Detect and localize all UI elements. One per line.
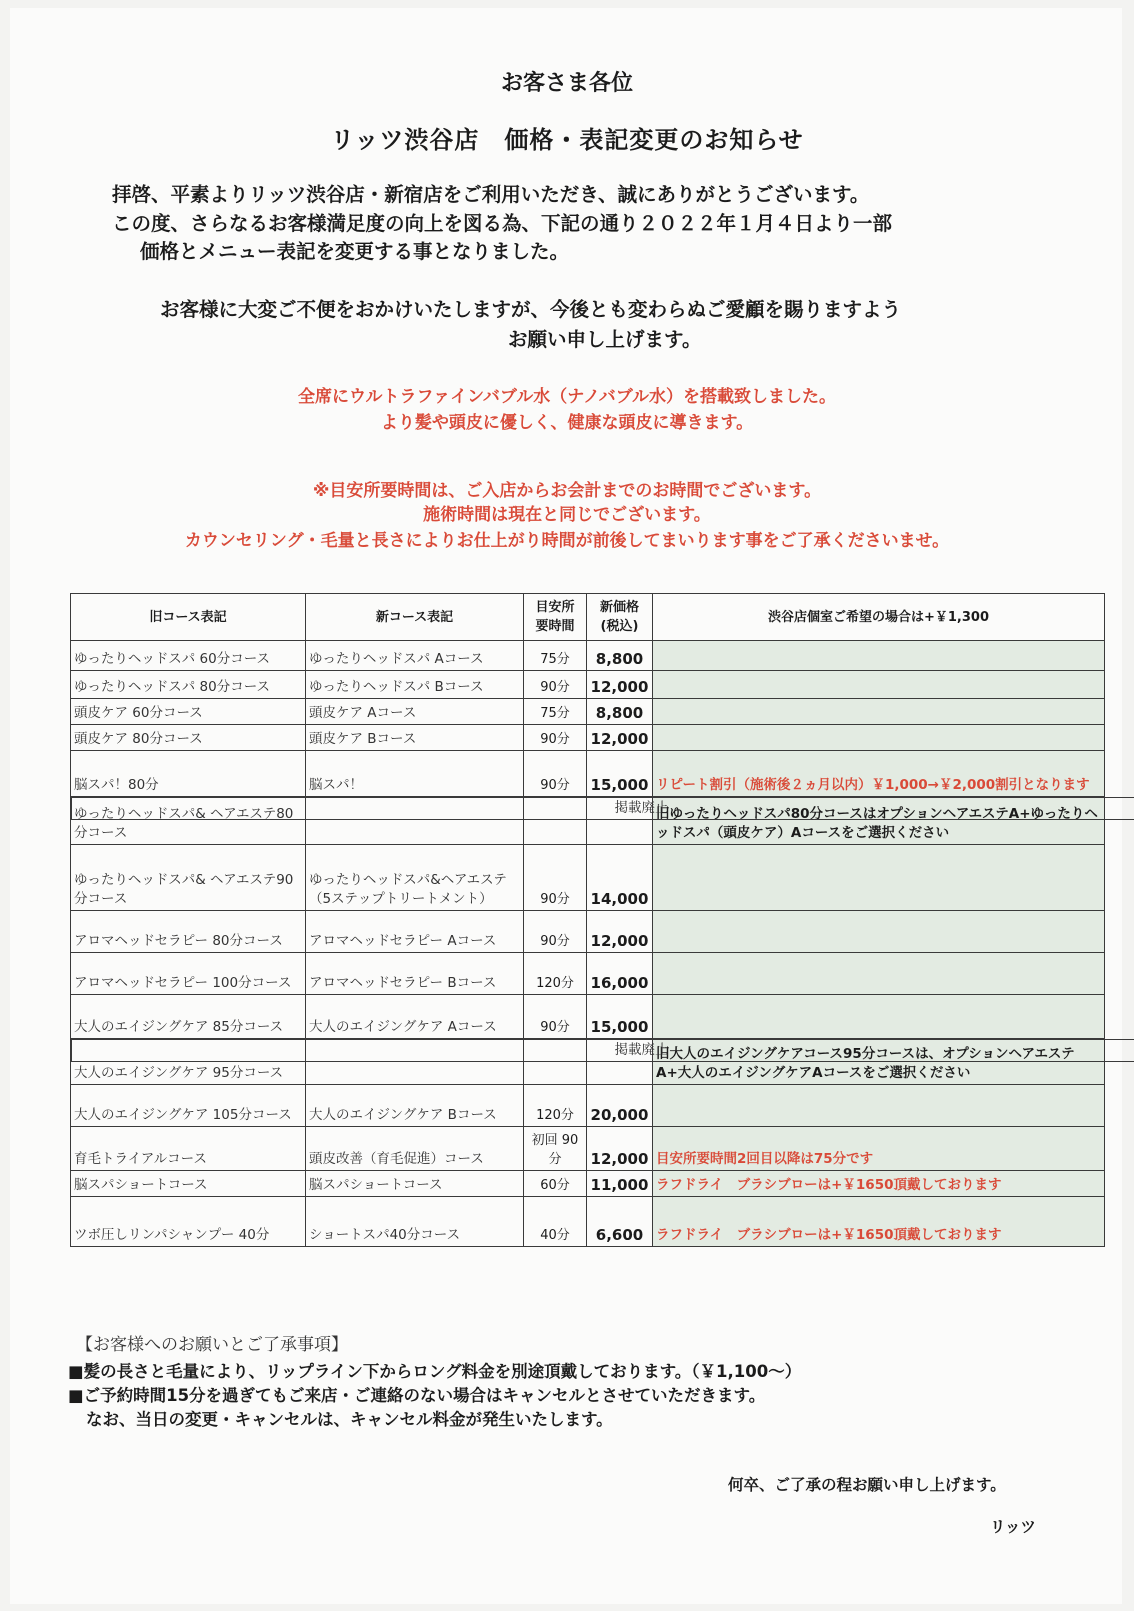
new-course-cell: 大人のエイジングケア Aコース <box>306 995 524 1039</box>
old-course-cell: 大人のエイジングケア 95分コース <box>71 1039 306 1085</box>
time-cell: 90分 <box>524 911 587 953</box>
price-cell: 15,000 <box>587 751 653 797</box>
requests-title: 【お客様へのお願いとご了承事項】 <box>76 1335 348 1355</box>
table-header-row <box>71 594 1105 641</box>
note-cell <box>653 953 1105 995</box>
greeting: お客さま各位 <box>500 71 633 96</box>
old-course-cell: ゆったりヘッドスパ& ヘアエステ80分コース <box>71 797 306 845</box>
request-line-2: ■ご予約時間15分を過ぎてもご来店・ご連絡のない場合はキャンセルとさせていただきます。 <box>68 1386 766 1405</box>
note-cell <box>653 1085 1105 1127</box>
new-course-cell: 頭皮ケア Aコース <box>306 699 524 725</box>
body-line-1: 拝啓、平素よりリッツ渋谷店・新宿店をご利用いただき、誠にありがとうございます。 <box>112 183 870 206</box>
old-course-cell: 頭皮ケア 60分コース <box>71 699 306 725</box>
price-cell: 8,800 <box>587 699 653 725</box>
table-row <box>71 1085 1105 1127</box>
new-course-cell: ゆったりヘッドスパ&ヘアエステ（5ステップトリートメント） <box>306 845 524 911</box>
time-cell: 75分 <box>524 699 587 725</box>
body-line-3: 価格とメニュー表記を変更する事となりました。 <box>140 240 570 263</box>
table-row <box>71 953 1105 995</box>
new-course-cell: 掲載廃止 <box>71 797 1134 820</box>
request-line-1: ■髪の長さと毛量により、リップライン下からロング料金を別途頂戴しております。（￥1,100〜） <box>68 1362 802 1381</box>
note-cell <box>653 699 1105 725</box>
old-course-cell: 脳スパ！80分 <box>71 751 306 797</box>
time-cell: 60分 <box>524 1171 587 1197</box>
note-cell: 目安所要時間2回目以降は75分です <box>653 1127 1105 1171</box>
old-course-cell: アロマヘッドセラピー 100分コース <box>71 953 306 995</box>
note-cell <box>653 641 1105 671</box>
time-cell: 90分 <box>524 725 587 751</box>
red-notice-1: 全席にウルトラファインバブル水（ナノバブル水）を搭載致しました。 <box>297 387 837 407</box>
note-cell: 旧ゆったりヘッドスパ80分コースはオプションヘアエステA+ゆったりヘッドスパ（頭皮ケア）Aコースをご選択ください <box>653 797 1105 845</box>
new-course-cell: 頭皮改善（育毛促進）コース <box>306 1127 524 1171</box>
header-price-line1: 新価格 <box>599 600 639 615</box>
table-row <box>71 671 1105 699</box>
header-private-room-note: 渋谷店個室ご希望の場合は+￥1,300 <box>653 594 1105 641</box>
time-cell: 120分 <box>524 1085 587 1127</box>
body-line-2: この度、さらなるお客様満足度の向上を図る為、下記の通り２０２２年１月４日より一部 <box>112 212 893 235</box>
price-cell: 20,000 <box>587 1085 653 1127</box>
old-course-cell: 頭皮ケア 80分コース <box>71 725 306 751</box>
new-course-cell: ゆったりヘッドスパ Aコース <box>306 641 524 671</box>
note-cell <box>653 845 1105 911</box>
note-cell <box>653 725 1105 751</box>
price-cell: 14,000 <box>587 845 653 911</box>
table-row <box>71 751 1105 797</box>
table-row <box>71 911 1105 953</box>
price-cell: 16,000 <box>587 953 653 995</box>
price-cell: 15,000 <box>587 995 653 1039</box>
table-row <box>71 1127 1105 1171</box>
request-line-3: なお、当日の変更・キャンセルは、キャンセル料金が発生いたします。 <box>86 1410 613 1429</box>
old-course-cell: ツボ圧しリンパシャンプー 40分 <box>71 1197 306 1247</box>
time-cell: 90分 <box>524 995 587 1039</box>
price-cell: 6,600 <box>587 1197 653 1247</box>
time-cell: 40分 <box>524 1197 587 1247</box>
new-course-cell: アロマヘッドセラピー Aコース <box>306 911 524 953</box>
old-course-cell: ゆったりヘッドスパ 60分コース <box>71 641 306 671</box>
header-price <box>587 594 653 641</box>
note-cell <box>653 671 1105 699</box>
price-cell: 11,000 <box>587 1171 653 1197</box>
header-time-line2: 要時間 <box>535 619 575 634</box>
red-notice-4: 施術時間は現在と同じでございます。 <box>423 505 711 525</box>
price-cell: 12,000 <box>587 911 653 953</box>
time-cell: 90分 <box>524 671 587 699</box>
note-cell <box>653 911 1105 953</box>
red-notice-5: カウンセリング・毛量と長さによりお仕上がり時間が前後してまいります事をご了承くださいませ。 <box>184 531 950 551</box>
time-cell: 75分 <box>524 641 587 671</box>
time-cell: 90分 <box>524 751 587 797</box>
body-line-4: お客様に大変ご不便をおかけいたしますが、今後とも変わらぬご愛顧を賜りますよう <box>160 298 902 321</box>
red-notice-2: より髪や頭皮に優しく、健康な頭皮に導きます。 <box>380 413 754 433</box>
new-course-cell: 掲載廃止 <box>71 1039 1134 1062</box>
new-course-cell: ゆったりヘッドスパ Bコース <box>306 671 524 699</box>
table-row <box>71 699 1105 725</box>
table-row <box>71 797 1105 845</box>
signature: リッツ <box>990 1518 1036 1536</box>
note-cell: リピート割引（施術後２ヵ月以内）￥1,000→￥2,000割引となります <box>653 751 1105 797</box>
old-course-cell: 大人のエイジングケア 85分コース <box>71 995 306 1039</box>
old-course-cell: 大人のエイジングケア 105分コース <box>71 1085 306 1127</box>
table-row <box>71 1039 1105 1085</box>
table-row <box>71 641 1105 671</box>
table-row <box>71 1197 1105 1247</box>
note-cell <box>653 995 1105 1039</box>
note-cell: ラフドライ ブラシブローは+￥1650頂戴しております <box>653 1171 1105 1197</box>
body-line-5: お願い申し上げます。 <box>508 328 702 351</box>
table-row <box>71 1171 1105 1197</box>
note-cell: ラフドライ ブラシブローは+￥1650頂戴しております <box>653 1197 1105 1247</box>
new-course-cell: 脳スパショートコース <box>306 1171 524 1197</box>
old-course-cell: 育毛トライアルコース <box>71 1127 306 1171</box>
price-cell: 12,000 <box>587 1127 653 1171</box>
note-cell: 旧大人のエイジングケアコース95分コースは、オプションヘアエステA+大人のエイジングケアAコースをご選択ください <box>653 1039 1105 1085</box>
notice-title: リッツ渋谷店 価格・表記変更のお知らせ <box>330 126 804 154</box>
old-course-cell: ゆったりヘッドスパ 80分コース <box>71 671 306 699</box>
price-cell: 12,000 <box>587 671 653 699</box>
header-time-line1: 目安所 <box>535 600 575 615</box>
new-course-cell: アロマヘッドセラピー Bコース <box>306 953 524 995</box>
price-rows <box>71 641 1105 1247</box>
header-new-course: 新コース表記 <box>306 594 524 641</box>
time-cell: 90分 <box>524 845 587 911</box>
price-cell: 8,800 <box>587 641 653 671</box>
new-course-cell: 頭皮ケア Bコース <box>306 725 524 751</box>
new-course-cell: 脳スパ！ <box>306 751 524 797</box>
header-time <box>524 594 587 641</box>
old-course-cell: アロマヘッドセラピー 80分コース <box>71 911 306 953</box>
header-price-line2: (税込) <box>600 619 639 634</box>
closing-text: 何卒、ご了承の程お願い申し上げます。 <box>728 1476 1006 1494</box>
table-row <box>71 725 1105 751</box>
new-course-cell: 大人のエイジングケア Bコース <box>306 1085 524 1127</box>
price-cell: 12,000 <box>587 725 653 751</box>
time-cell: 120分 <box>524 953 587 995</box>
table-row <box>71 995 1105 1039</box>
table-row <box>71 845 1105 911</box>
header-old-course: 旧コース表記 <box>71 594 306 641</box>
new-course-cell: ショートスパ40分コース <box>306 1197 524 1247</box>
time-cell: 初回 90分 <box>524 1127 587 1171</box>
old-course-cell: 脳スパショートコース <box>71 1171 306 1197</box>
old-course-cell: ゆったりヘッドスパ& ヘアエステ90分コース <box>71 845 306 911</box>
price-table <box>70 593 1105 1247</box>
red-notice-3: ※目安所要時間は、ご入店からお会計までのお時間でございます。 <box>312 481 822 501</box>
